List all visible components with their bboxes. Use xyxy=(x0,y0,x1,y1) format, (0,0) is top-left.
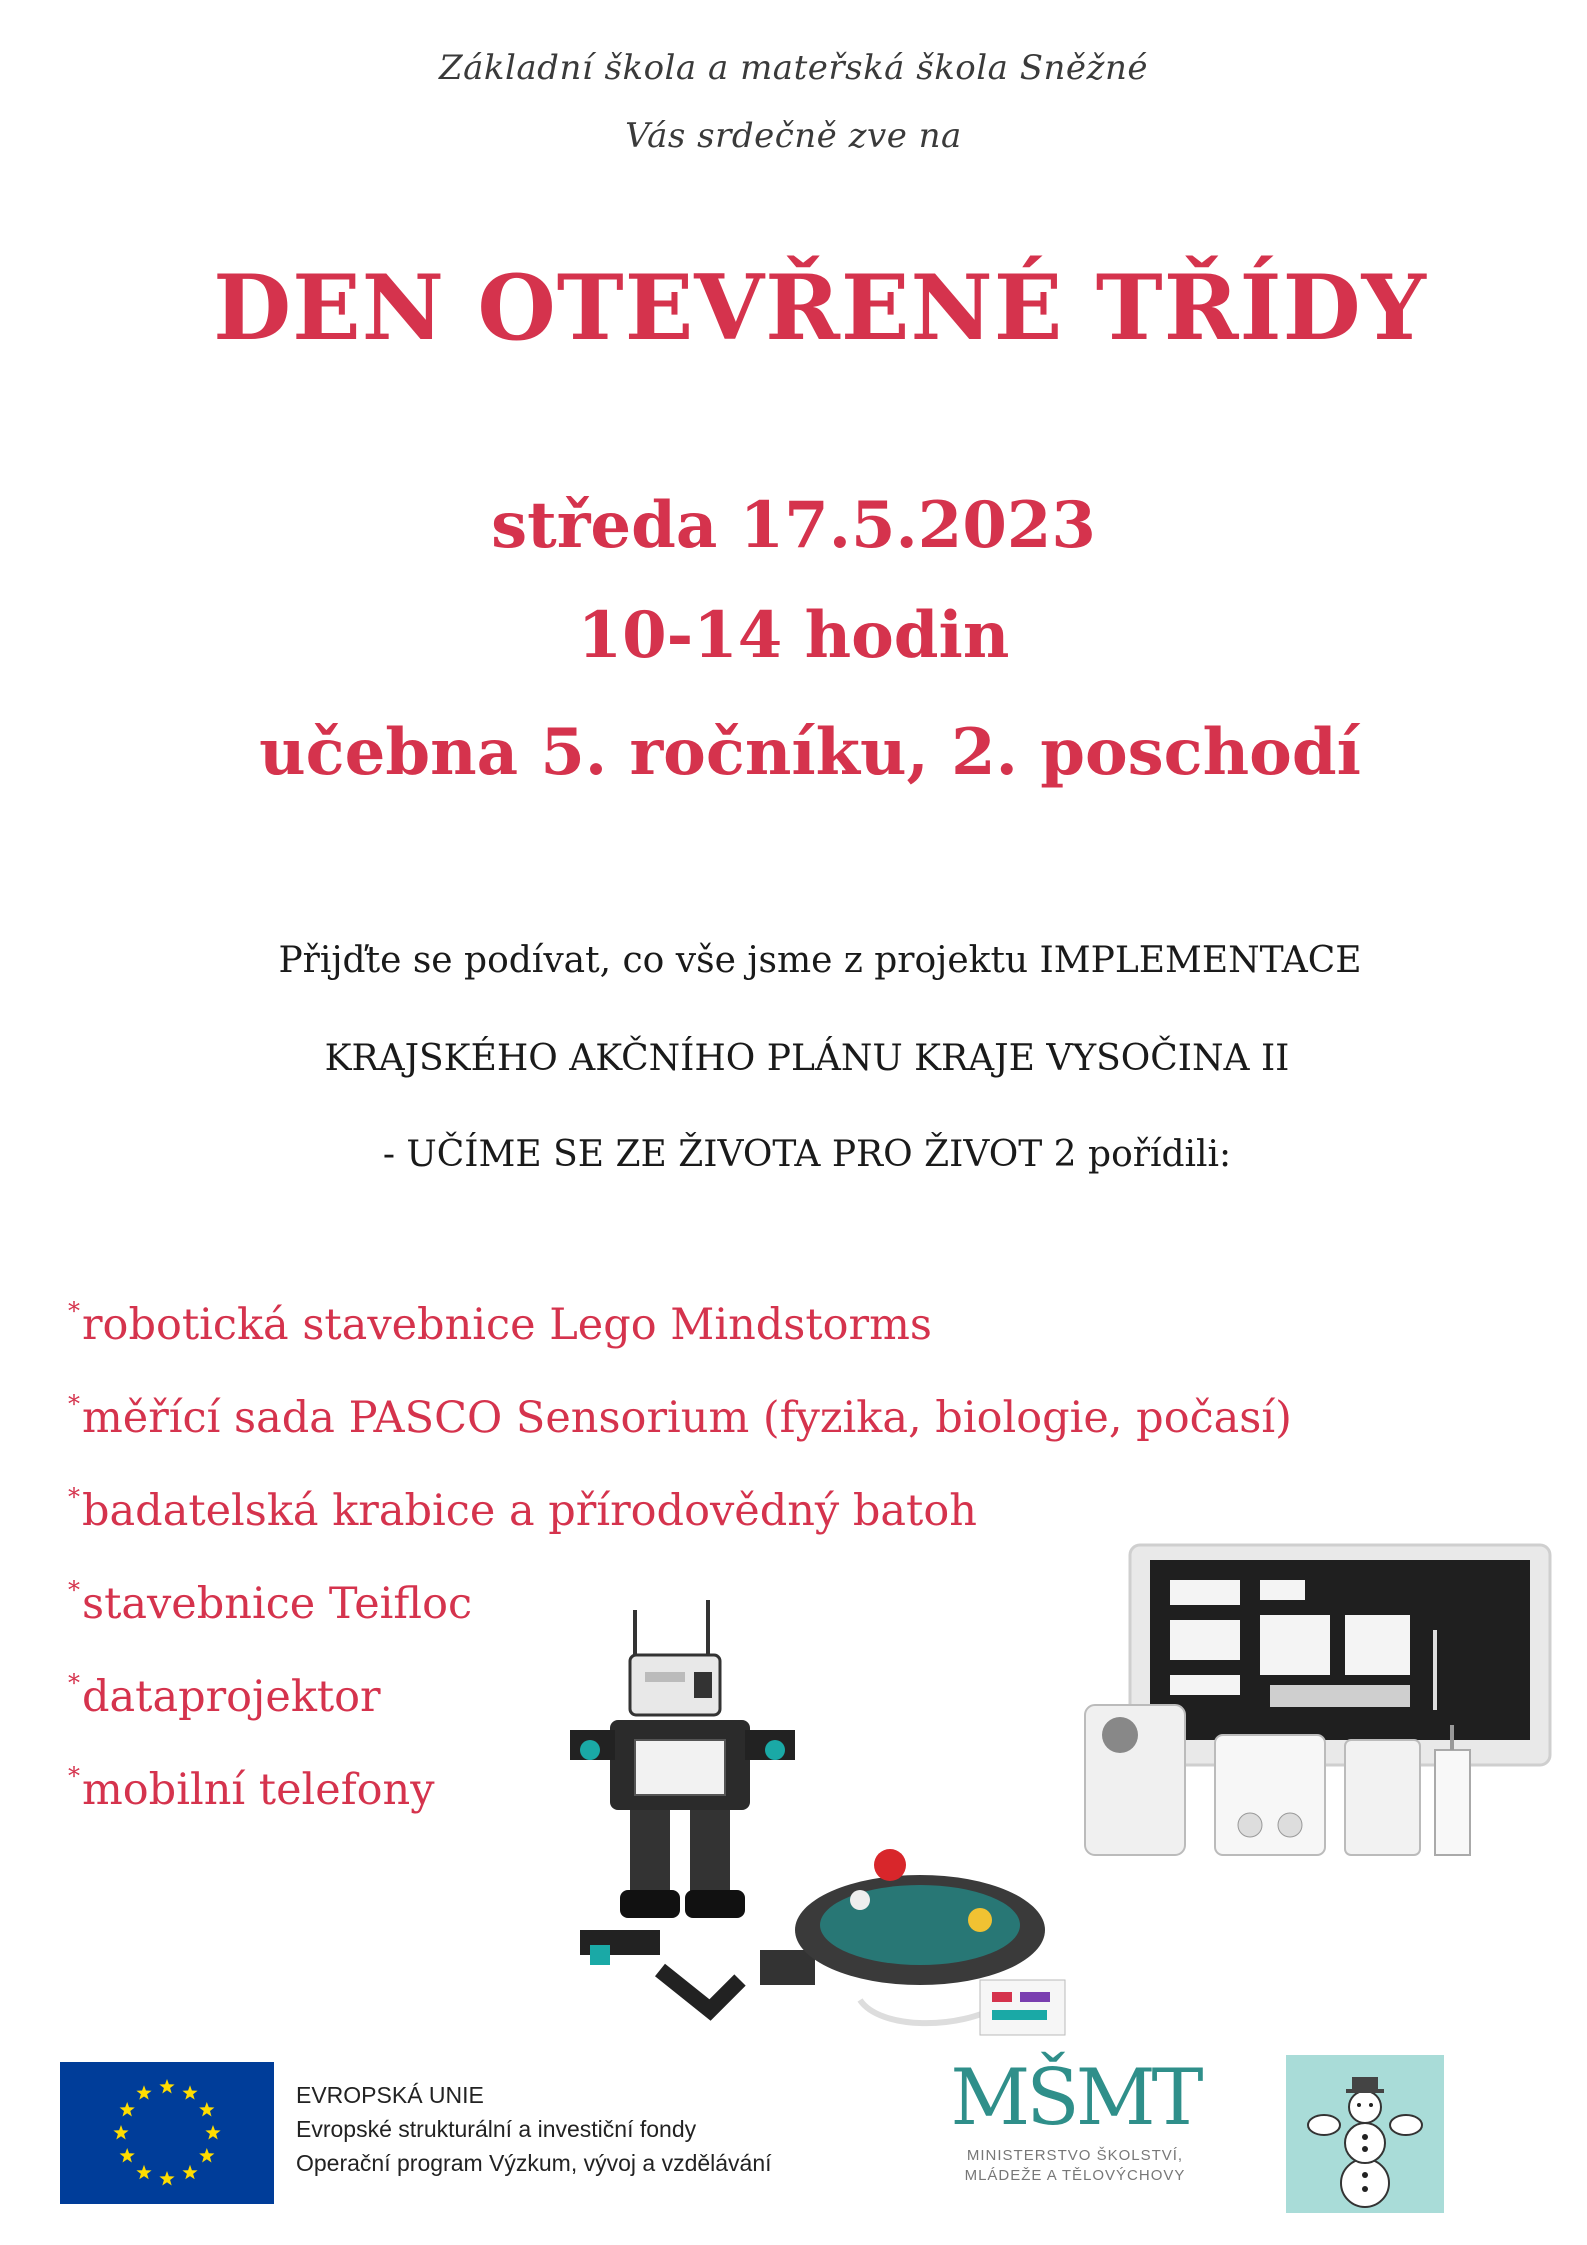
list-item: *měřící sada PASCO Sensorium (fyzika, biologie, počasí) xyxy=(68,1390,1292,1443)
eu-flag-icon xyxy=(60,2062,274,2204)
list-item: *robotická stavebnice Lego Mindstorms xyxy=(68,1297,932,1350)
asterisk-marker: * xyxy=(68,1669,80,1697)
eu-line-2: Evropské strukturální a investiční fondy xyxy=(296,2116,697,2142)
page-title: DEN OTEVŘENÉ TŘÍDY xyxy=(213,255,1427,361)
eu-star-icon xyxy=(120,2148,135,2163)
eu-star-icon xyxy=(205,2125,220,2140)
event-place: učebna 5. ročníku, 2. poschodí xyxy=(259,715,1361,790)
intro-line-3: - UČÍME SE ZE ŽIVOTA PRO ŽIVOT 2 pořídili: xyxy=(382,1134,1232,1175)
eu-star-icon xyxy=(136,2165,151,2180)
eu-star-icon xyxy=(136,2085,151,2099)
lego-robot-image xyxy=(560,1600,1070,2040)
list-item: *mobilní telefony xyxy=(68,1762,435,1815)
intro-line-2: KRAJSKÉHO AKČNÍHO PLÁNU KRAJE VYSOČINA II xyxy=(324,1038,1290,1079)
msmt-logo xyxy=(930,2050,1220,2210)
eu-star-icon xyxy=(113,2125,128,2140)
eu-star-icon xyxy=(159,2171,174,2186)
list-item: *stavebnice Teifloc xyxy=(68,1576,473,1629)
msmt-line-1: MINISTERSTVO ŠKOLSTVÍ, xyxy=(966,2147,1184,2164)
eu-star-icon xyxy=(199,2102,214,2117)
invitation-line: Vás srdečně zve na xyxy=(625,116,962,156)
event-time: 10-14 hodin xyxy=(577,598,1010,673)
msmt-mark: MŠMT xyxy=(950,2053,1200,2143)
school-name: Základní škola a mateřská škola Sněžné xyxy=(439,48,1148,88)
asterisk-marker: * xyxy=(68,1390,80,1418)
eu-line-3: Operační program Výzkum, vývoj a vzdělávání xyxy=(296,2150,772,2176)
eu-logo-text xyxy=(296,2078,772,2180)
eu-star-icon xyxy=(182,2165,197,2180)
event-date: středa 17.5.2023 xyxy=(491,488,1096,563)
snowman-icon xyxy=(1286,2055,1444,2213)
eu-star-icon xyxy=(159,2079,174,2094)
msmt-line-2: MLÁDEŽE A TĚLOVÝCHOVY xyxy=(964,2167,1186,2184)
asterisk-marker: * xyxy=(68,1576,80,1604)
asterisk-marker: * xyxy=(68,1483,80,1511)
list-item: *dataprojektor xyxy=(68,1669,381,1722)
eu-star-icon xyxy=(120,2102,135,2117)
eu-line-1: EVROPSKÁ UNIE xyxy=(296,2082,484,2108)
eu-star-icon xyxy=(182,2085,197,2099)
asterisk-marker: * xyxy=(68,1297,80,1325)
asterisk-marker: * xyxy=(68,1762,80,1790)
list-item: *badatelská krabice a přírodovědný batoh xyxy=(68,1483,977,1536)
eu-star-icon xyxy=(199,2148,214,2163)
pasco-sensor-kit-image xyxy=(1060,1535,1565,1865)
intro-line-1: Přijďte se podívat, co vše jsme z projektu IMPLEMENTACE xyxy=(278,940,1362,981)
